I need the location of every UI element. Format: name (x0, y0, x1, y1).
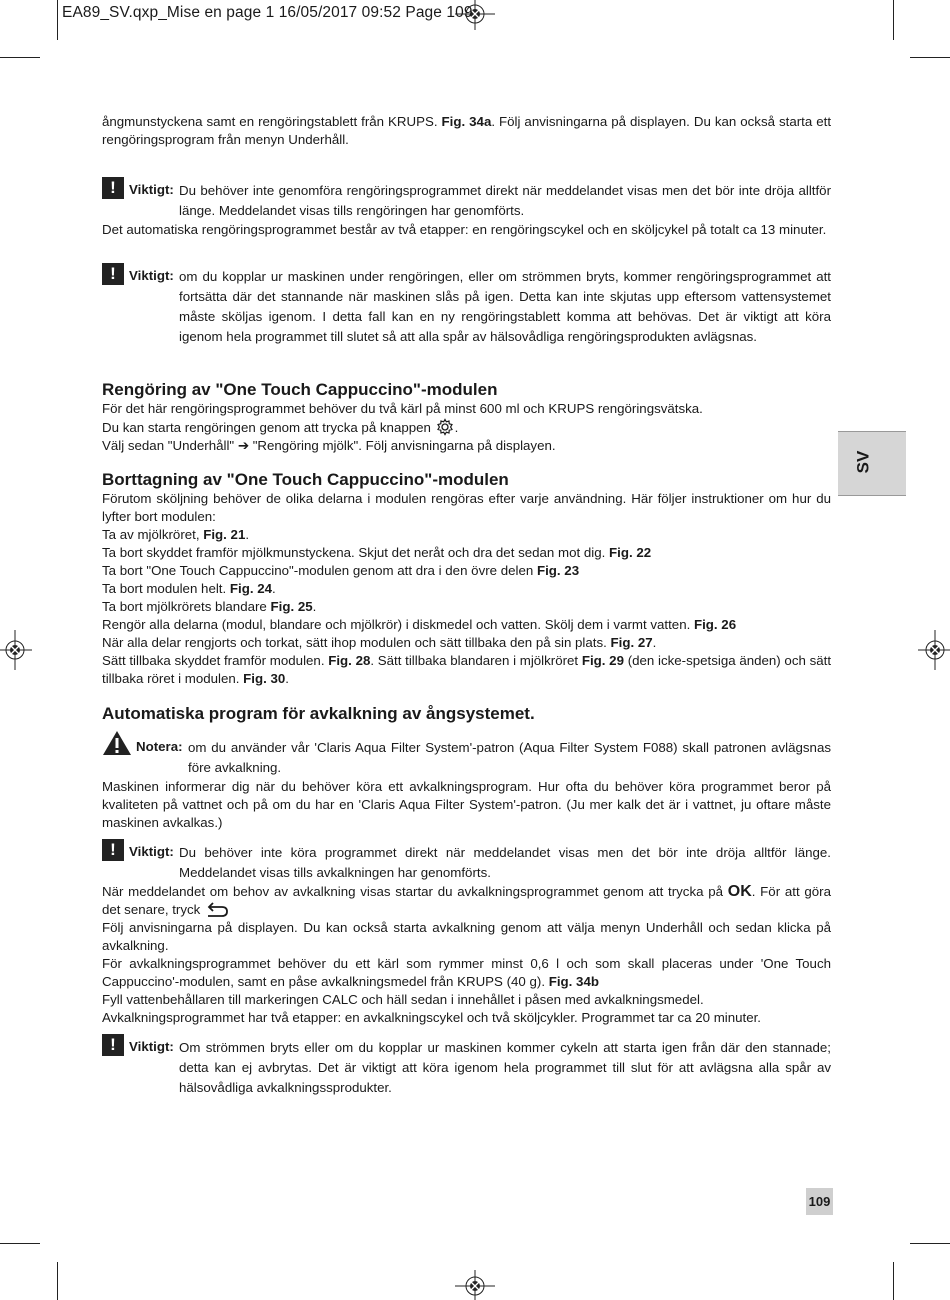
step-line: Ta bort "One Touch Cappuccino"-modulen genom att dra i den övre delen Fig. 23 (102, 563, 580, 578)
crop-mark (893, 1262, 894, 1300)
warning-note (102, 178, 831, 239)
info-note (102, 738, 831, 832)
fig-ref: Fig. 22 (609, 545, 652, 560)
page-number: 109 (806, 1188, 833, 1215)
note-text: om du använder vår 'Claris Aqua Filter System'-patron (Aqua Filter System F088) skall patronen avlägsnas före avkalkning. (188, 740, 831, 775)
print-header: EA89_SV.qxp_Mise en page 1 16/05/2017 09:52 Page 109 (62, 4, 473, 21)
paragraph: Du kan starta rengöringen genom att trycka på knappen (102, 420, 431, 435)
fig-ref: Fig. 21 (203, 527, 246, 542)
crop-mark (57, 1262, 58, 1300)
crop-mark (910, 57, 950, 58)
note-label: Viktigt: (129, 182, 174, 197)
fig-ref: Fig. 28 (328, 653, 371, 668)
fig-ref: Fig. 34b (548, 974, 599, 989)
paragraph: Förutom sköljning behöver de olika delarna i modulen rengöras efter varje användning. Här följer instruktioner om hur du lyfter bort modulen: (102, 491, 831, 524)
fig-ref: Fig. 23 (536, 563, 580, 578)
fig-ref: Fig. 26 (693, 617, 737, 632)
fig-ref: Fig. 29 (581, 653, 624, 668)
arrow-icon: ➔ (237, 438, 249, 453)
paragraph: Det automatiska rengöringsprogrammet består av två etapper: en rengöringscykel och en sköljcykel på totalt ca 13 minuter. (102, 222, 827, 237)
crop-mark (57, 0, 58, 40)
section-cappuccino-cleaning: Rengöring av "One Touch Cappuccino"-modulen För det här rengöringsprogrammet behöver du två kärl på minst 600 ml och KRUPS rengöringsvätska. Du kan starta rengöringen genom att trycka på knappen . Välj sedan "Underhåll" ➔ "Rengöring mjölk". Följ anvisningarna på displayen. (102, 380, 831, 455)
warning-note (102, 1035, 831, 1098)
registration-mark-bottom (455, 1270, 495, 1300)
step-line: Ta av mjölkröret, Fig. 21. (102, 527, 250, 542)
exclamation-icon: ! (102, 177, 124, 199)
paragraph: Maskinen informerar dig när du behöver köra ett avkalkningsprogram. Hur ofta du behöver köra programmet beror på kvaliteten på vattnet och på om du har en 'Claris Aqua Filter System'-patron. (Ju mer kalk det är i vattnet, ju oftare måste maskinen avkalkas.) (102, 779, 831, 830)
step-line: Ta bort skyddet framför mjölkmunstyckena. Skjut det neråt och dra det sedan mot dig. Fig. 22 (102, 545, 652, 560)
step-line: Sätt tillbaka skyddet framför modulen. Fig. 28. Sätt tillbaka blandaren i mjölkröret Fig. 29 (den icke-spetsiga änden) och sätt tillbaka röret i modulen. Fig. 30. (102, 653, 832, 686)
crop-mark (893, 0, 894, 40)
intro-text: ångmunstyckena samt en rengöringstablett från KRUPS. (102, 114, 442, 129)
note-text: Du behöver inte köra programmet direkt när meddelandet visas men det bör inte dröja alltför länge. Meddelandet visas tills avkalkningen har genomförts. (179, 845, 831, 880)
note-label: Notera: (136, 739, 183, 754)
step-line: Rengör alla delarna (modul, blandare och mjölkrör) i diskmedel och vatten. Skölj dem i varmt vatten. Fig. 26 (102, 617, 737, 632)
fig-ref: Fig. 25 (270, 599, 313, 614)
section-heading: Rengöring av "One Touch Cappuccino"-modulen (102, 380, 498, 399)
section-descaling (102, 704, 831, 724)
paragraph: För det här rengöringsprogrammet behöver du två kärl på minst 600 ml och KRUPS rengöringsvätska. (102, 401, 703, 416)
intro-text: . Följ anvisningarna på displayen. Du kan också starta ett rengöringsprogram från menyn Underhåll. (102, 114, 832, 147)
paragraph: Fyll vattenbehållaren till markeringen CALC och häll sedan i innehållet i påsen med avkalkningsmedel. (102, 992, 704, 1007)
paragraph: För avkalkningsprogrammet behöver du ett kärl som rymmer minst 0,6 l och som skall placeras under 'One Touch Cappuccino'-modulen, samt en påse avkalkningsmedel från KRUPS (40 g). (102, 956, 831, 989)
registration-mark-right (918, 630, 950, 670)
paragraph: När meddelandet om behov av avkalkning visas startar du avkalkningsprogrammet genom att trycka på (102, 884, 728, 899)
note-label: Viktigt: (129, 268, 174, 283)
step-line: Ta bort mjölkrörets blandare Fig. 25. (102, 599, 317, 614)
section-heading: Borttagning av "One Touch Cappuccino"-modulen (102, 470, 509, 489)
paragraph: "Rengöring mjölk". Följ anvisningarna på displayen. (249, 438, 556, 453)
registration-mark-left (0, 630, 32, 670)
note-text: Du behöver inte genomföra rengöringsprogrammet direkt när meddelandet visas men det bör inte dröja alltför länge. Meddelandet visas tills rengöringen har genomförts. (179, 183, 831, 218)
paragraph: Välj sedan "Underhåll" (102, 438, 238, 453)
note-label: Viktigt: (129, 844, 174, 859)
step-line: När alla delar rengjorts och torkat, sätt ihop modulen och sätt tillbaka den på sin plats. Fig. 27. (102, 635, 657, 650)
note-label: Viktigt: (129, 1039, 174, 1054)
gear-icon (435, 418, 455, 436)
fig-ref: Fig. 30 (243, 671, 286, 686)
intro-paragraph (102, 113, 831, 149)
paragraph: Följ anvisningarna på displayen. Du kan också starta avkalkning genom att välja menyn Underhåll och sedan klicka på avkalkning. (102, 920, 831, 953)
exclamation-icon: ! (102, 839, 124, 861)
exclamation-icon: ! (102, 1034, 124, 1056)
fig-ref: Fig. 27 (610, 635, 653, 650)
note-text: om du kopplar ur maskinen under rengöringen, eller om strömmen bryts, kommer rengöringsprogrammet att fortsätta där det stannande när maskinen slås på igen. Detta kan inte skjutas upp eftersom vattensystemet måste sköljas igenom. I detta fall kan en ny rengöringstablett komma att behövas. Det är viktigt att köra igenom hela programmet till slutet så att alla spår av hälsovådliga rengöringsprodukten avlägsnas. (179, 269, 831, 344)
exclamation-icon: ! (102, 263, 124, 285)
section-heading: Automatiska program för avkalkning av ångsystemet. (102, 704, 535, 723)
note-text: Om strömmen bryts eller om du kopplar ur maskinen kommer cykeln att starta igen från där den stannade; detta kan ej avbrytas. Det är viktigt att köra igenom hela programmet till slut för att avlägsna alla spår av hälsovådliga avkalkningssprodukter. (179, 1040, 831, 1095)
paragraph: Avkalkningsprogrammet har två etapper: en avkalkningscykel och två sköljcykler. Programmet tar ca 20 minuter. (102, 1010, 761, 1025)
paragraph: . För att göra det senare, tryck (102, 884, 831, 917)
language-tab (838, 431, 906, 496)
crop-mark (0, 57, 40, 58)
crop-mark (910, 1243, 950, 1244)
section-module-removal (102, 470, 831, 688)
crop-mark (0, 1243, 40, 1244)
fig-ref: Fig. 24 (229, 581, 272, 596)
fig-ref: Fig. 34a (441, 114, 492, 129)
warning-triangle-icon (102, 730, 132, 756)
back-arrow-icon (204, 902, 230, 918)
warning-note (102, 840, 831, 1027)
language-tab-label: SV (853, 450, 873, 474)
warning-note (102, 264, 831, 347)
step-line: Ta bort modulen helt. Fig. 24. (102, 581, 276, 596)
ok-key-label: OK (727, 883, 752, 900)
